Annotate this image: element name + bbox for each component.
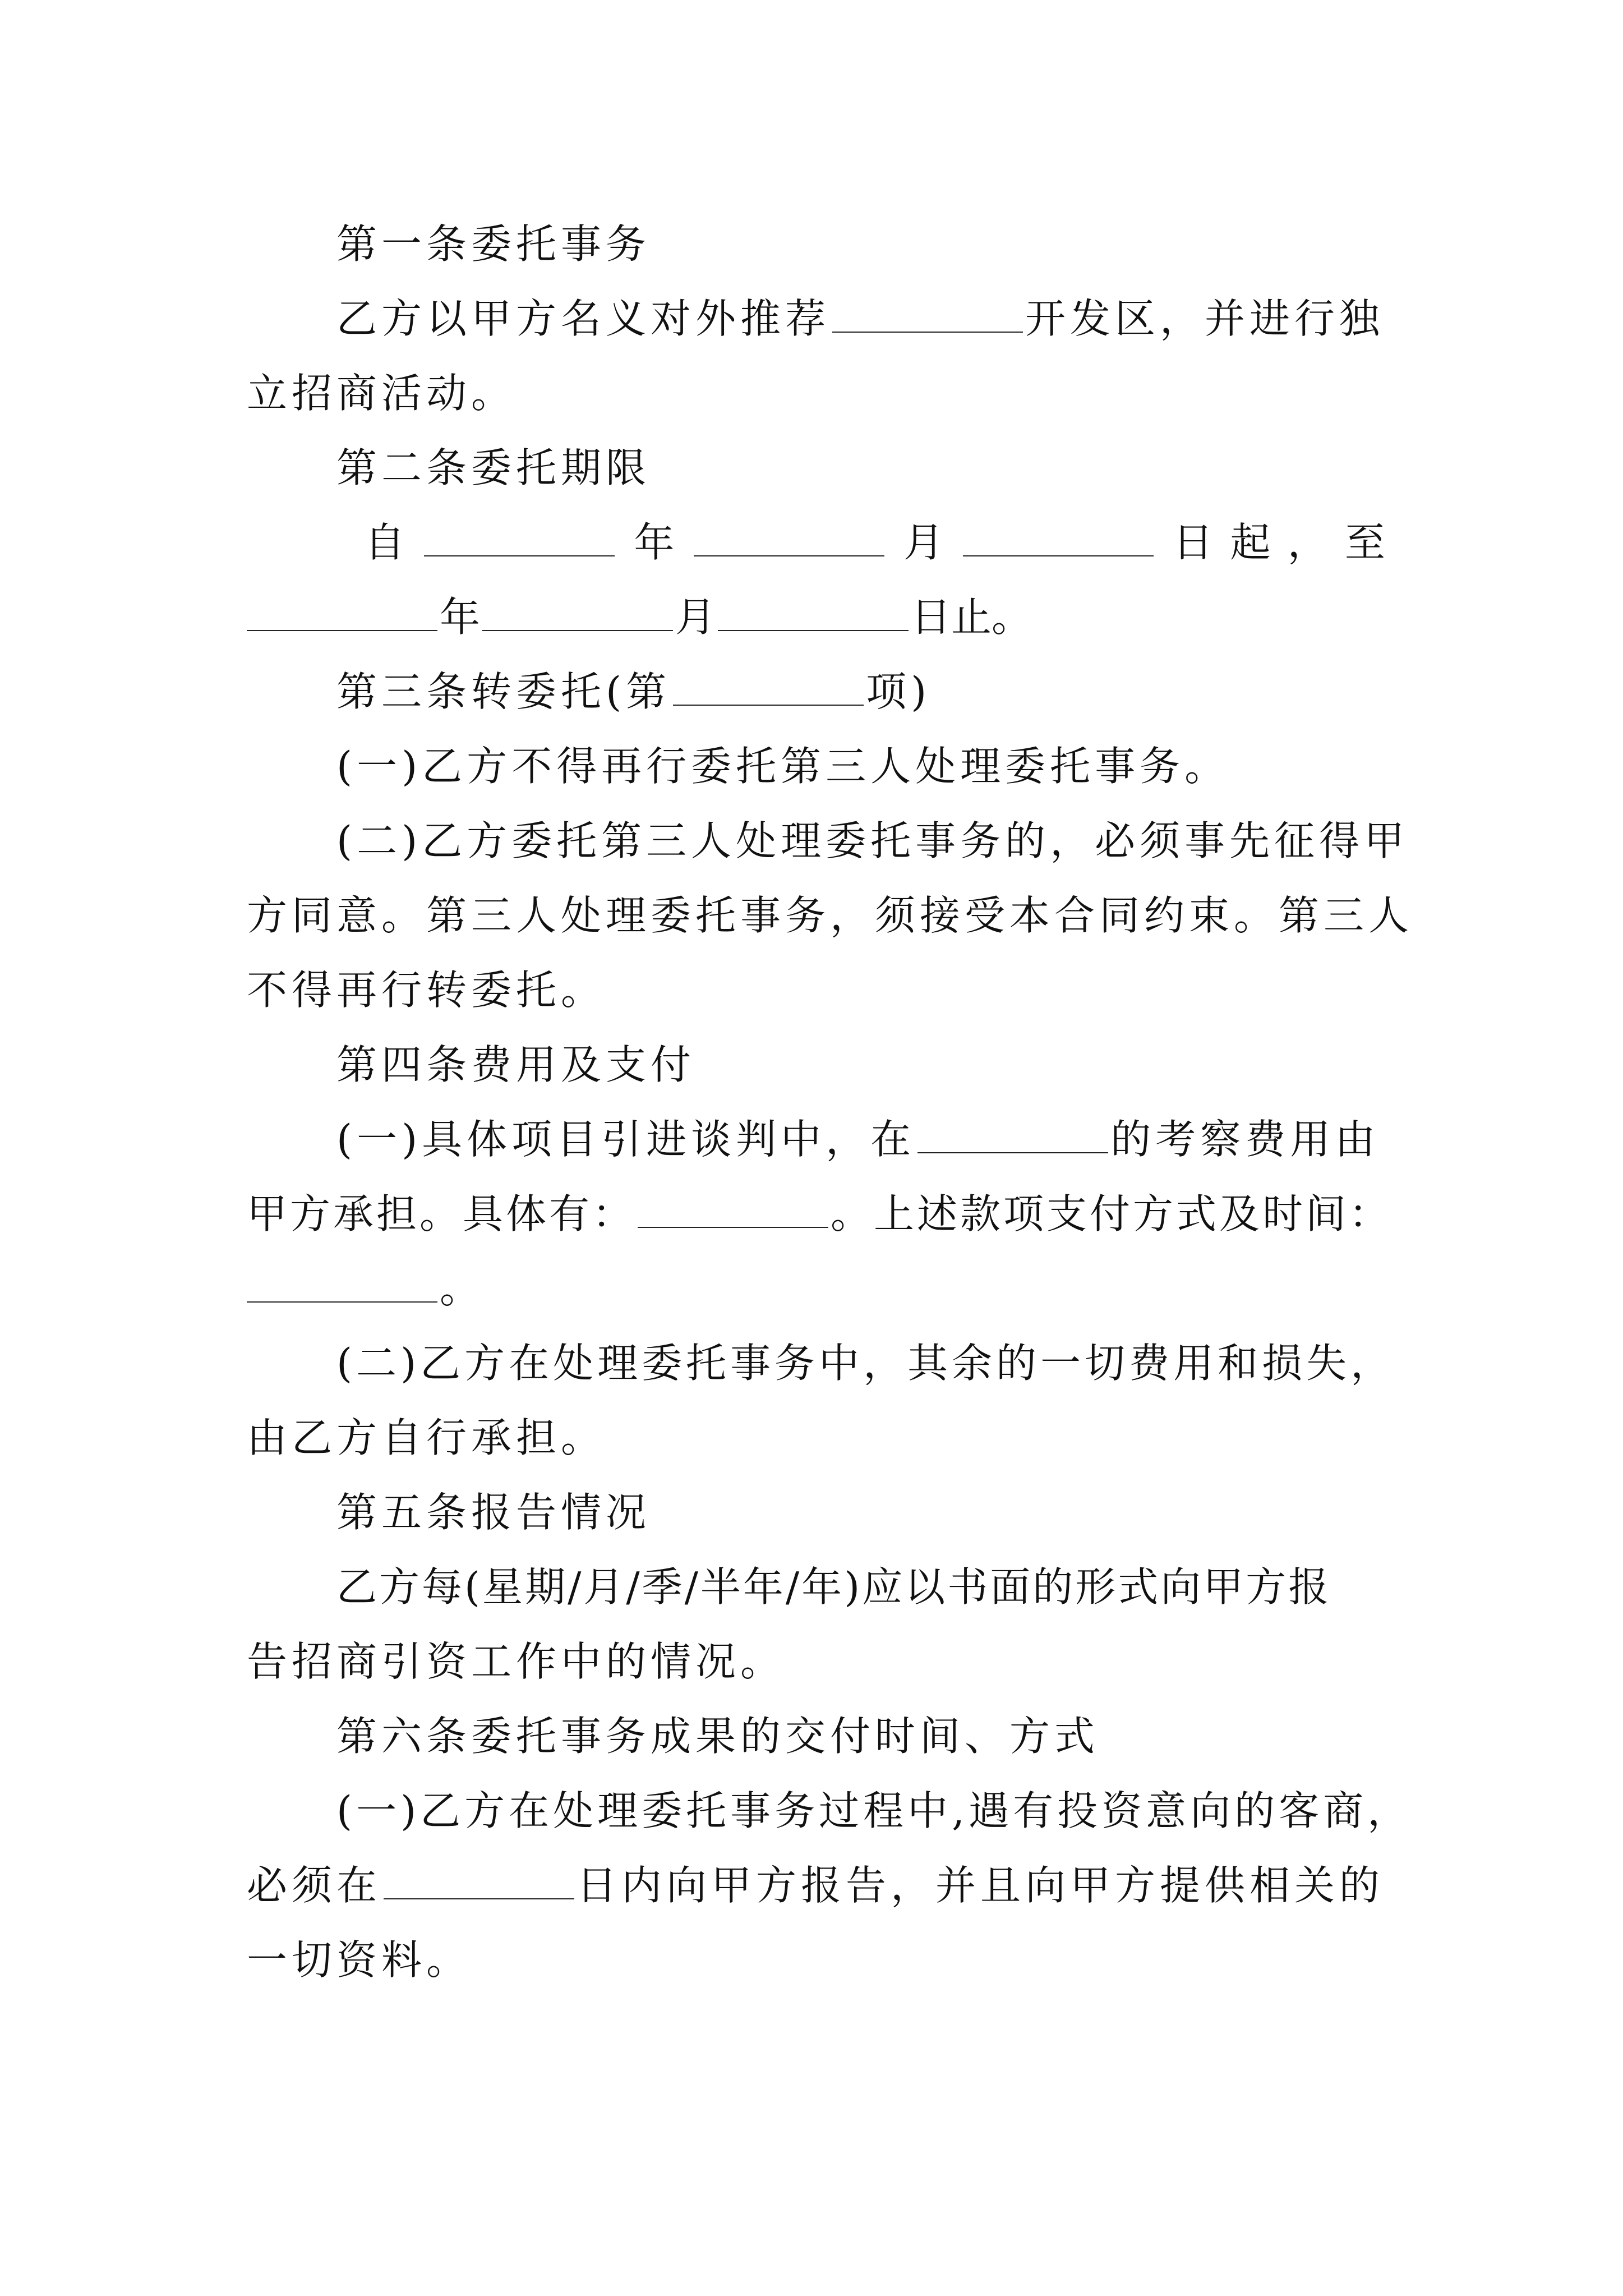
article-1-heading-text: 第一条委托事务	[336, 220, 651, 268]
article-4-item-1-text-e: 。	[440, 1265, 485, 1312]
blank-field-start-month[interactable]	[694, 522, 884, 556]
article-3-item-2-line-1	[336, 807, 1409, 875]
article-4-item-1-line-1	[336, 1106, 1385, 1173]
article-4-item-2-line-2	[247, 1404, 1385, 1471]
article-3-item-2-text-2: 方同意。第三人处理委托事务，须接受本合同约束。第三人	[247, 892, 1414, 939]
article-5-text-1: 乙方每(星期/月/季/半年/年)应以书面的形式向甲方报	[336, 1563, 1331, 1611]
article-6-item-1-text-1: (一)乙方在处理委托事务过程中,遇有投资意向的客商，	[336, 1787, 1412, 1834]
article-3-item-2-line-2	[247, 882, 1414, 949]
blank-field-inspection-period[interactable]	[917, 1119, 1108, 1153]
term-from-label: 自	[365, 519, 405, 566]
article-3-item-2-text-1: (二)乙方委托第三人处理委托事务的，必须事先征得甲	[336, 817, 1409, 864]
article-5-text-2: 告招商引资工作中的情况。	[247, 1638, 786, 1685]
article-4-heading-text: 第四条费用及支付	[336, 1041, 696, 1088]
article-3-heading-text-a: 第三条转委托(第	[336, 668, 671, 715]
article-4-item-1-line-3	[247, 1255, 1385, 1322]
article-4-item-1-line-2	[247, 1180, 1393, 1248]
article-6-heading-text: 第六条委托事务成果的交付时间、方式	[336, 1713, 1100, 1760]
term-to-label: 至	[1344, 519, 1385, 566]
term-end-year-label: 年	[440, 593, 481, 641]
term-comma: ，	[1287, 519, 1328, 566]
blank-field-end-year[interactable]	[247, 596, 437, 631]
article-4-item-2-text-2: 由乙方自行承担。	[247, 1414, 606, 1461]
article-4-item-1-text-c: 甲方承担。具体有：	[247, 1190, 636, 1237]
article-3-item-2-text-3: 不得再行转委托。	[247, 967, 606, 1014]
article-6-item-1-line-3	[247, 1926, 1385, 1994]
article-4-item-2-text-1: (二)乙方在处理委托事务中，其余的一切费用和损失，	[336, 1340, 1395, 1387]
blank-field-start-year[interactable]	[424, 522, 615, 556]
article-5-heading-text: 第五条报告情况	[336, 1489, 651, 1536]
article-6-item-1-text-b: 日内向甲方报告，并且向甲方提供相关的	[577, 1862, 1385, 1909]
article-1-line-1	[336, 285, 1385, 352]
blank-field-payment-method[interactable]	[247, 1268, 437, 1303]
article-3-item-1	[336, 733, 1385, 800]
term-start-label: 起	[1230, 519, 1271, 566]
term-month-label: 月	[903, 519, 944, 566]
blank-field-end-month[interactable]	[482, 596, 673, 631]
article-3-heading	[336, 658, 1385, 725]
article-2-heading-text: 第二条委托期限	[336, 444, 651, 491]
article-1-heading	[336, 210, 1385, 278]
blank-field-report-days[interactable]	[384, 1865, 574, 1899]
article-6-item-1-text-a: 必须在	[247, 1862, 382, 1909]
blank-field-start-day[interactable]	[963, 522, 1154, 556]
article-2-line-1	[365, 509, 1385, 576]
article-4-item-1-text-a: (一)具体项目引进谈判中，在	[336, 1116, 916, 1163]
article-4-item-1-text-b: 的考察费用由	[1110, 1116, 1380, 1163]
article-3-item-1-text: (一)乙方不得再行委托第三人处理委托事务。	[336, 743, 1230, 790]
blank-field-specific-costs[interactable]	[638, 1193, 828, 1228]
article-6-item-1-text-c: 一切资料。	[247, 1936, 472, 1984]
article-4-item-1-text-d: 。上述款项支付方式及时间：	[831, 1190, 1393, 1237]
article-6-heading	[336, 1703, 1385, 1770]
article-3-item-2-line-3	[247, 956, 1385, 1024]
article-4-heading	[336, 1031, 1385, 1098]
article-2-heading	[336, 434, 1385, 501]
article-4-item-2-line-1	[336, 1329, 1395, 1397]
article-6-item-1-line-1	[336, 1777, 1412, 1844]
term-end-month-label: 月	[675, 593, 716, 641]
term-day-label: 日	[1173, 519, 1214, 566]
article-1-text-a: 乙方以甲方名义对外推荐	[336, 295, 831, 342]
article-5-line-1	[336, 1553, 1385, 1621]
term-end-day-label: 日止。	[911, 593, 1032, 641]
article-1-text-c: 立招商活动。	[247, 370, 517, 417]
article-2-line-2	[247, 583, 1385, 651]
blank-field-development-zone[interactable]	[832, 298, 1023, 333]
article-5-line-2	[247, 1628, 1385, 1695]
article-3-heading-text-b: 项)	[866, 668, 932, 715]
article-5-heading	[336, 1479, 1385, 1546]
blank-field-end-day[interactable]	[718, 596, 909, 631]
article-6-item-1-line-2	[247, 1852, 1385, 1919]
article-1-text-b: 开发区，并进行独	[1025, 295, 1385, 342]
article-1-line-2	[247, 360, 1385, 427]
blank-field-option-number[interactable]	[673, 671, 864, 706]
term-year-label: 年	[634, 519, 675, 566]
